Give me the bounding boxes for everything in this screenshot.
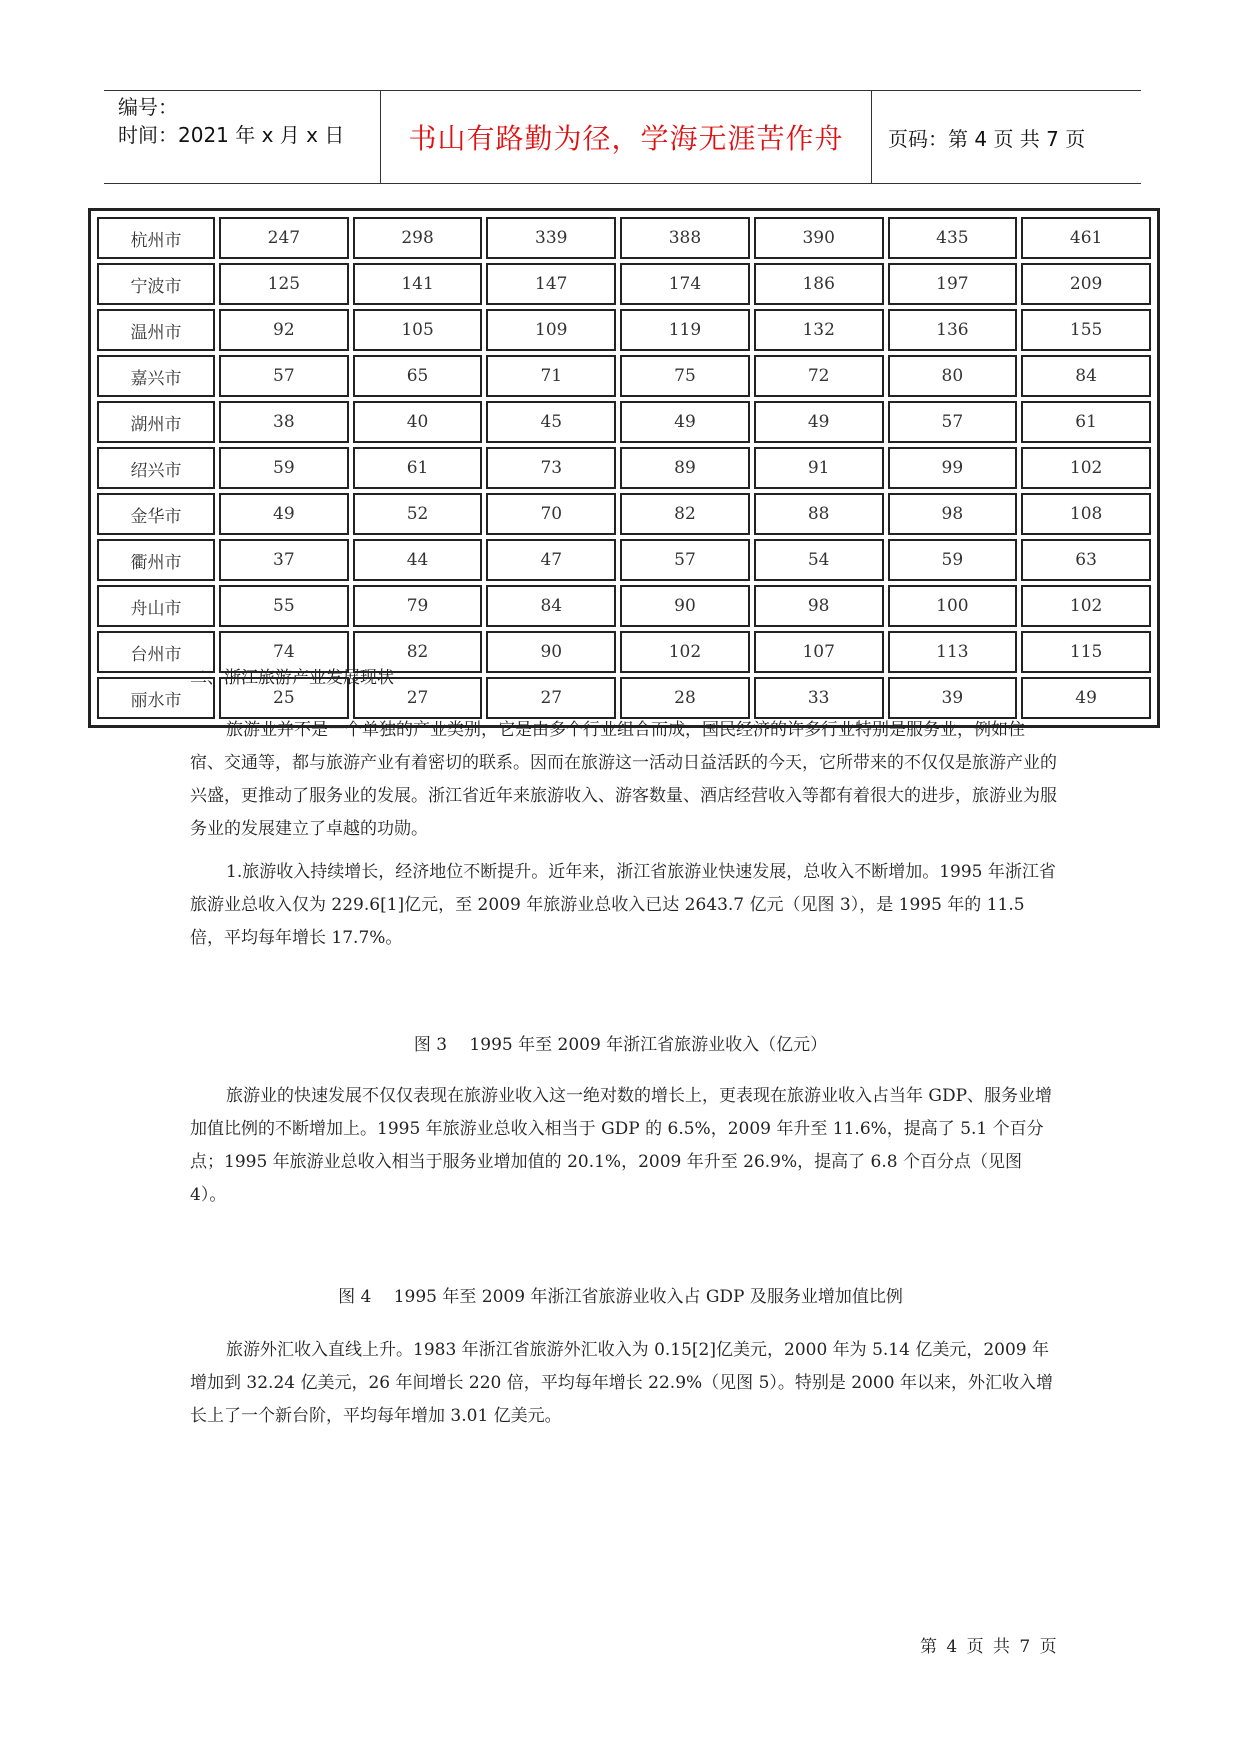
value-cell: 82 [620,493,750,535]
value-cell: 390 [754,217,884,259]
city-cell: 金华市 [97,493,215,535]
value-cell: 109 [486,309,616,351]
value-cell: 247 [219,217,349,259]
value-cell: 141 [353,263,483,305]
value-cell: 73 [486,447,616,489]
value-cell: 44 [353,539,483,581]
table-row [97,355,1151,397]
header-motto: 书山有路勤为径，学海无涯苦作舟 [381,91,872,183]
value-cell: 82 [353,631,483,673]
section-title: 二、浙江旅游产业发展现状 [190,668,394,688]
value-cell: 155 [1021,309,1151,351]
value-cell: 125 [219,263,349,305]
value-cell: 174 [620,263,750,305]
city-cell: 嘉兴市 [97,355,215,397]
city-cell: 绍兴市 [97,447,215,489]
value-cell: 388 [620,217,750,259]
value-cell: 298 [353,217,483,259]
value-cell: 186 [754,263,884,305]
value-cell: 80 [888,355,1018,397]
table-row [97,447,1151,489]
value-cell: 91 [754,447,884,489]
table-row [97,539,1151,581]
table-row [97,493,1151,535]
value-cell: 88 [754,493,884,535]
table-row [97,217,1151,259]
value-cell: 461 [1021,217,1151,259]
value-cell: 99 [888,447,1018,489]
value-cell: 98 [888,493,1018,535]
time-label: 时间：2021 年 x 月 x 日 [118,123,345,147]
value-cell: 108 [1021,493,1151,535]
table-row [97,585,1151,627]
value-cell: 54 [754,539,884,581]
value-cell: 147 [486,263,616,305]
value-cell: 27 [486,677,616,719]
value-cell: 84 [1021,355,1151,397]
value-cell: 72 [754,355,884,397]
city-cell: 台州市 [97,631,215,673]
value-cell: 38 [219,401,349,443]
value-cell: 90 [620,585,750,627]
value-cell: 57 [888,401,1018,443]
paragraph-3: 旅游业的快速发展不仅仅表现在旅游业收入这一绝对数的增长上，更表现在旅游业收入占当年 GDP、服务业增加值比例的不断增加上。1995 年旅游业总收入相当于 GDP 的 6.5%，2009 年升至 11.6%，提高了 5.1 个百分点；1995 年旅游业总收入相当于服务业增加值的 20.1%，2009 年升至 26.9%，提高了 6.8 个百分点（见图 4）。 [190,1086,1053,1205]
paragraph-1: 旅游业并不是一个单独的产业类别，它是由多个行业组合而成，国民经济的许多行业特别是服务业，例如住宿、交通等，都与旅游产业有着密切的联系。因而在旅游这一活动日益活跃的今天，它所带来的不仅仅是旅游产业的兴盛，更推动了服务业的发展。浙江省近年来旅游收入、游客数量、酒店经营收入等都有着很大的进步，旅游业为服务业的发展建立了卓越的功勋。 [190,720,1057,839]
value-cell: 90 [486,631,616,673]
value-cell: 100 [888,585,1018,627]
value-cell: 102 [1021,585,1151,627]
city-cell: 杭州市 [97,217,215,259]
value-cell: 89 [620,447,750,489]
value-cell: 61 [1021,401,1151,443]
table-body [97,217,1151,719]
header-page-label: 页码：第 4 页 共 7 页 [888,126,1086,151]
city-cell: 丽水市 [97,677,215,719]
value-cell: 435 [888,217,1018,259]
value-cell: 79 [353,585,483,627]
city-cell: 湖州市 [97,401,215,443]
value-cell: 115 [1021,631,1151,673]
value-cell: 39 [888,677,1018,719]
value-cell: 209 [1021,263,1151,305]
city-cell: 宁波市 [97,263,215,305]
value-cell: 98 [754,585,884,627]
value-cell: 49 [1021,677,1151,719]
value-cell: 52 [353,493,483,535]
data-table [88,208,1160,728]
value-cell: 92 [219,309,349,351]
value-cell: 45 [486,401,616,443]
paragraph-4: 旅游外汇收入直线上升。1983 年浙江省旅游外汇收入为 0.15[2]亿美元，2000 年为 5.14 亿美元，2009 年增加到 32.24 亿美元，26 年间增长 220 倍，平均每年增长 22.9%（见图 5）。特别是 2000 年以来，外汇收入增长上了一个新台阶，平均每年增加 3.01 亿美元。 [190,1340,1053,1426]
city-cell: 衢州市 [97,539,215,581]
value-cell: 49 [219,493,349,535]
value-cell: 47 [486,539,616,581]
value-cell: 49 [620,401,750,443]
value-cell: 102 [620,631,750,673]
value-cell: 55 [219,585,349,627]
value-cell: 65 [353,355,483,397]
table-row [97,263,1151,305]
table-row [97,309,1151,351]
page-footer: 第 4 页 共 7 页 [920,1637,1057,1657]
value-cell: 132 [754,309,884,351]
value-cell: 113 [888,631,1018,673]
figure-4-caption: 图 4 1995 年至 2009 年浙江省旅游业收入占 GDP 及服务业增加值比例 [338,1287,903,1307]
value-cell: 59 [219,447,349,489]
figure-3-caption: 图 3 1995 年至 2009 年浙江省旅游业收入（亿元） [413,1035,828,1055]
value-cell: 63 [1021,539,1151,581]
value-cell: 57 [620,539,750,581]
value-cell: 70 [486,493,616,535]
value-cell: 136 [888,309,1018,351]
value-cell: 105 [353,309,483,351]
value-cell: 107 [754,631,884,673]
value-cell: 197 [888,263,1018,305]
value-cell: 119 [620,309,750,351]
city-cell: 舟山市 [97,585,215,627]
value-cell: 57 [219,355,349,397]
value-cell: 61 [353,447,483,489]
value-cell: 49 [754,401,884,443]
table-row [97,401,1151,443]
value-cell: 75 [620,355,750,397]
value-cell: 102 [1021,447,1151,489]
value-cell: 25 [219,677,349,719]
value-cell: 28 [620,677,750,719]
value-cell: 37 [219,539,349,581]
value-cell: 84 [486,585,616,627]
value-cell: 339 [486,217,616,259]
paragraph-2: 1.旅游收入持续增长，经济地位不断提升。近年来，浙江省旅游业快速发展，总收入不断增加。1995 年浙江省旅游业总收入仅为 229.6[1]亿元，至 2009 年旅游业总收入已达 2643.7 亿元（见图 3），是 1995 年的 11.5 倍，平均每年增长 17.7%。 [190,862,1056,948]
value-cell: 59 [888,539,1018,581]
value-cell: 33 [754,677,884,719]
header-meta [104,91,381,183]
value-cell: 27 [353,677,483,719]
value-cell: 71 [486,355,616,397]
value-cell: 74 [219,631,349,673]
page-header [104,90,1141,184]
city-cell: 温州市 [97,309,215,351]
number-label: 编号： [118,95,178,119]
value-cell: 40 [353,401,483,443]
